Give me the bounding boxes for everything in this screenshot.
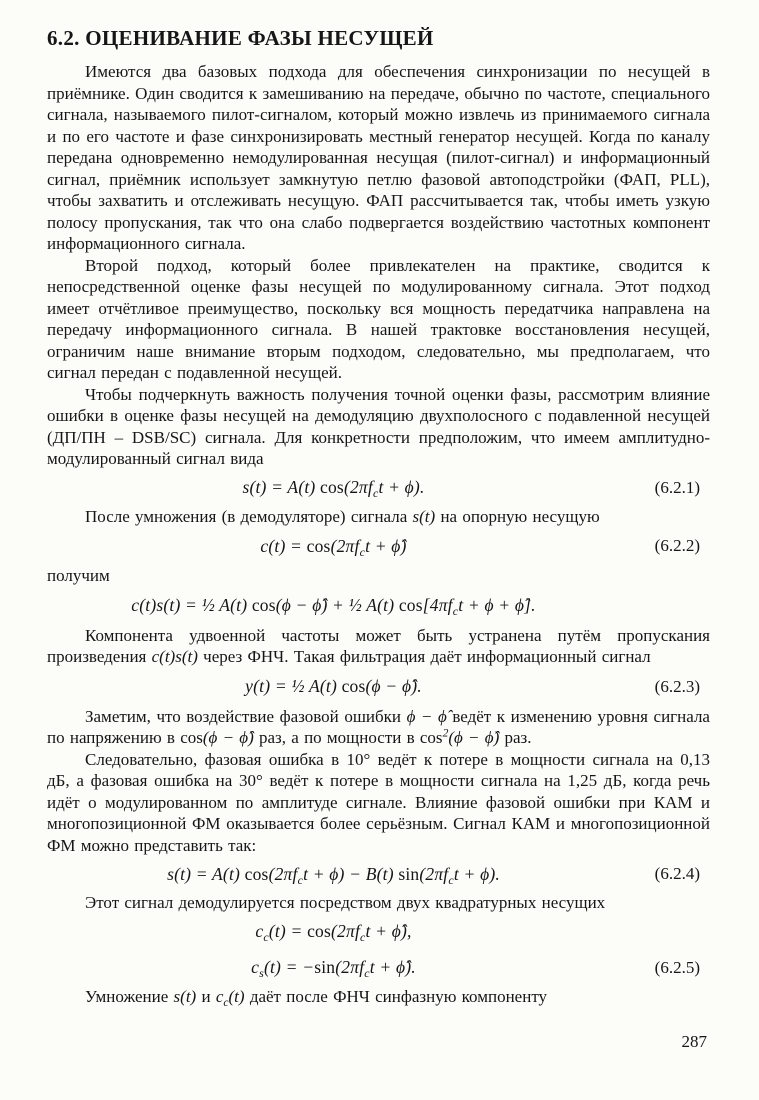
equation-row-6-2-1	[47, 470, 710, 506]
equation-number-6-2-4: (6.2.4)	[654, 864, 700, 883]
equation-number-6-2-2: (6.2.2)	[654, 536, 700, 555]
paragraph-power-loss: Следовательно, фазовая ошибка в 10° ведёт к потере в мощности сигнала на 0,13 дБ, а фазовая ошибка на 30° ведёт к потере в мощности сигнала на 1,25 дБ, когда речь идёт о модулированном по амплитуде сигнале. Влияние фазовой ошибки при КАМ и многопозиционной ФМ оказывается более серьёзным. Сигнал КАМ и многопозиционной ФМ можно представить так:	[47, 749, 710, 855]
paragraph-we-obtain: получим	[47, 566, 110, 585]
equation-6-2-1: s(t) = A(t) $\cos(2\pi f_ct + \phi)$.	[242, 477, 425, 501]
paragraph-second-approach: Второй подход, который более привлекателен на практике, сводится к непосредственной оценке фазы несущей по модулированному сигнала. Этот подход имеет отчётливое преимущество, поскольку вся мощность передатчика направлена на передачу информационного сигнала. В нашей трактовке восстановления несущей, ограничим наше внимание вторым подходом, следовательно, мы предполагаем, что сигнал передан с подавленной несущей.	[47, 255, 710, 382]
equation-row-6-2-4	[47, 856, 710, 892]
equation-row-6-2-5a	[47, 914, 710, 950]
page-number: 287	[681, 1032, 707, 1051]
equation-6-2-5b: $c_s(t) = -\sin(2\pi f_ct$ + ϕ̂).	[251, 957, 416, 981]
equation-6-2-2: $c(t) = \cos(2\pi f_ct$ + ϕ̂)	[260, 535, 407, 559]
paragraph-quadrature-carriers: Этот сигнал демодулируется посредством двух квадратурных несущих	[85, 893, 606, 912]
equation-6-2-5a: $c_c(t) = \cos(2\pi f_ct$ + ϕ̂),	[255, 921, 412, 945]
paragraph-double-frequency: Компонента удвоенной частоты может быть устранена путём пропускания произведения c(t)s(t) через ФНЧ. Такая фильтрация даёт информационный сигнал	[47, 625, 710, 666]
equation-6-2-4: s(t) = A(t) $\cos(2\pi f_ct + \phi) - B(t) \sin(2\pi f_ct + \phi)$.	[167, 863, 500, 887]
equation-row-6-2-3	[47, 668, 710, 706]
paragraph-note-phase-error: Заметим, что воздействие фазовой ошибки ϕ − ϕ̂ ведёт к изменению уровня сигнала по напряжению в cos(ϕ − ϕ̂) раз, а по мощности в $\cos^2(\phi$ − ϕ̂) раз.	[47, 706, 710, 747]
paragraph-pilot-approach: Имеются два базовых подхода для обеспечения синхронизации по несущей в приёмнике. Один сводится к замешиванию на передаче, обычно по частоте, специального сигнала, называемого пилот-сигналом, который можно извлечь из принимаемого сигнала и по его частоте и фазе синхронизировать местный генератор несущей. Когда по каналу передана одновременно немодулированная несущая (пилот-сигнал) и информационный сигнал, приёмник использует замкнутую петлю фазовой автоподстройки (ФАП, PLL), чтобы захватить и отслеживать несущую. ФАП рассчитывается так, чтобы иметь узкую полосу пропускания, так что она слабо подвергается воздействию частотных компонент информационного сигнала.	[47, 62, 710, 253]
paragraph-phase-error-intro: Чтобы подчеркнуть важность получения точной оценки фазы, рассмотрим влияние ошибки в оценке фазы несущей на демодуляцию двухполосного с подавленной несущей (ДП/ПН – DSB/SC) сигнала. Для конкретности предположим, что имеем амплитудно-модулированный сигнал вида	[47, 384, 710, 468]
equation-number-6-2-5: (6.2.5)	[654, 957, 700, 977]
equation-6-2-3: y(t) = ½ A(t) cos(ϕ − ϕ̂).	[245, 676, 422, 696]
equation-row-6-2-2	[47, 527, 710, 565]
paragraph-after-multiplication: После умножения (в демодуляторе) сигнала s(t) на опорную несущую	[85, 506, 600, 526]
equation-row-6-2-5b	[47, 950, 710, 986]
section-heading: 6.2. ОЦЕНИВАНИЕ ФАЗЫ НЕСУЩЕЙ	[47, 26, 434, 50]
equation-number-6-2-3: (6.2.3)	[654, 676, 700, 696]
equation-number-6-2-1: (6.2.1)	[654, 477, 700, 497]
equation-row-product	[47, 587, 710, 625]
equation-product: c(t)s(t) = ½ A(t) cos(ϕ − ϕ̂) + ½ A(t) $\cos[4\pi f_ct + \phi$ + ϕ̂].	[131, 595, 536, 619]
paragraph-inphase-component: Умножение s(t) и $c_c(t)$ даёт после ФНЧ синфазную компоненту	[85, 986, 548, 1009]
